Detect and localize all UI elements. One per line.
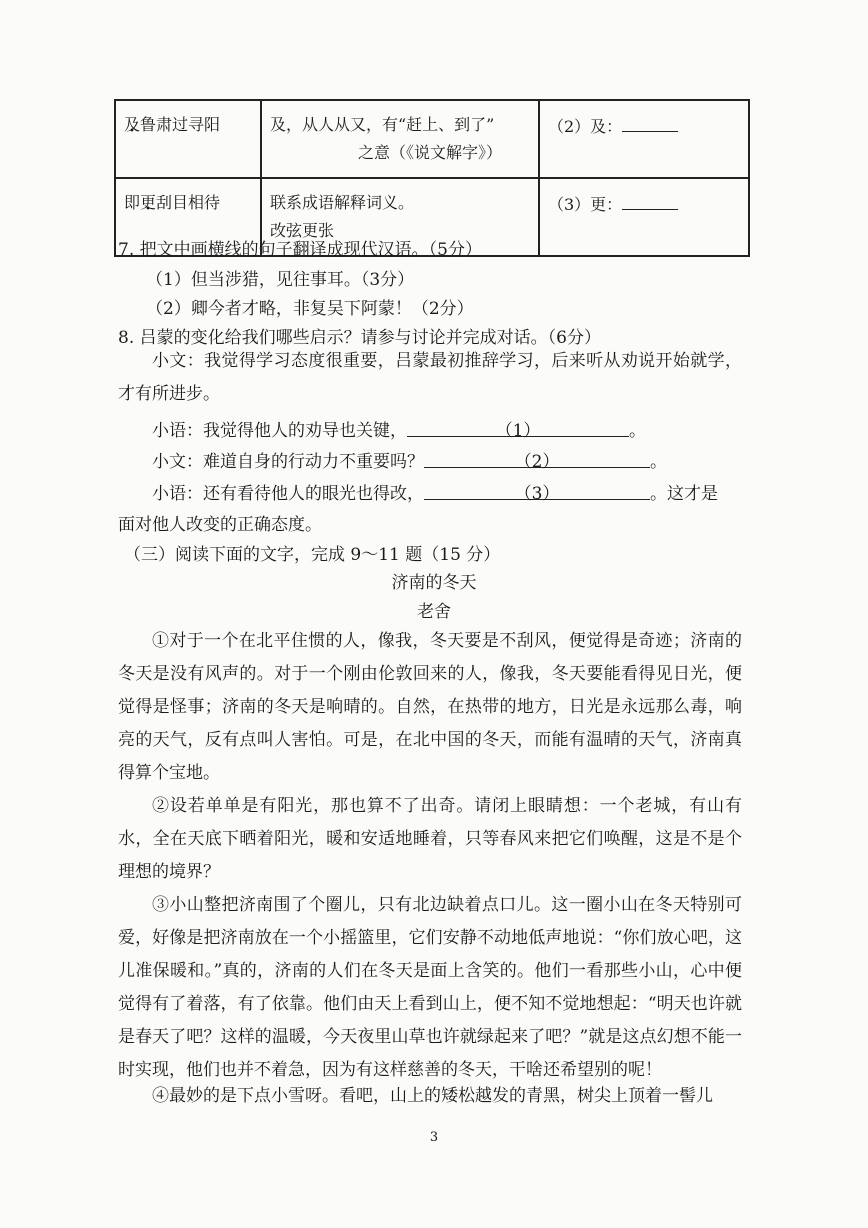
article-paragraph-2: ②设若单单是有阳光，那也算不了出奇。请闭上眼睛想：一个老城，有山有水，全在天底下晒着阳光，暖和安适地睡着，只等春风来把它们唤醒，这是不是个理想的境界？ [118, 796, 742, 882]
table-cell-answer: （2）及： [539, 100, 749, 178]
table-cell-hint: 联系成语解释词义。 改弦更张 [261, 178, 539, 256]
article-paragraph-3: ③小山整把济南围了个圈儿，只有北边缺着点口儿。这一圈小山在冬天特别可爱，好像是把济南放在一个小摇篮里，它们安静不动地低声地说：“你们放心吧，这儿准保暖和。”真的，济南的人们在冬天是面上含笑的。他们一看那些小山，心中便觉得有了着落，有了依靠。他们由天上看到山上，便不知不觉地想起：“明天也许就是春天了吧？这样的温暖，今天夜里山草也许就绿起来了吧？”就是这点幻想不能一时实现，他们也并不着急，因为有这样慈善的冬天，干啥还希望别的呢！ [118, 895, 742, 1080]
dialogue-line-1: 小文：我觉得学习态度很重要，吕蒙最初推辞学习，后来听从劝说开始就学，才有所进步。 [118, 351, 742, 404]
question-7-sub-2: （2）卿今者才略，非复吴下阿蒙！（2分） [146, 299, 474, 319]
article-paragraph-4: ④最妙的是下点小雪呀。看吧，山上的矮松越发的青黑，树尖上顶着一髻儿 [152, 1086, 713, 1106]
page-number: 3 [429, 1130, 439, 1145]
question-8-stem: 8. 吕蒙的变化给我们哪些启示？请参与讨论并完成对话。（6分） [118, 328, 601, 348]
question-7-stem: 7. 把文中画横线的句子翻译成现代汉语。（5分） [118, 240, 482, 260]
answer-blank-2[interactable]: （2） [424, 447, 650, 468]
vocab-table [114, 99, 750, 257]
emphasis-dot-char: 及 [124, 115, 141, 134]
section-heading: （三）阅读下面的文字，完成 9～11 题（15 分） [124, 545, 501, 565]
question-7-sub-1: （1）但当涉猎，见往事耳。（3分） [146, 270, 415, 290]
dialogue-line-2: 小语：我觉得他人的劝导也关键， （1） 。 [152, 416, 646, 441]
table-cell-sentence: 即更刮目相待 [115, 178, 261, 256]
answer-blank-1[interactable]: （1） [407, 416, 629, 437]
article-paragraph-1: ①对于一个在北平住惯的人，像我，冬天要是不刮风，便觉得是奇迹；济南的冬天是没有风声的。对于一个刚由伦敦回来的人，像我，冬天要能看得见日光，便觉得是怪事；济南的冬天是响晴的。自然，在热带的地方，日光是永远那么毒，响亮的天气，反有点叫人害怕。可是，在北中国的冬天，而能有温晴的天气，济南真得算个宝地。 [118, 631, 742, 783]
table-row [115, 100, 749, 178]
dialogue-line-4: 小语：还有看待他人的眼光也得改， （3） 。这才是 [152, 479, 718, 504]
article-title: 济南的冬天 [391, 573, 477, 593]
table-cell-sentence: 及鲁肃过寻阳 [115, 100, 261, 178]
table-cell-answer: （3）更： [539, 178, 749, 256]
answer-blank-3[interactable]: （3） [424, 479, 650, 500]
article-author: 老舍 [417, 602, 451, 622]
answer-blank[interactable] [622, 189, 678, 210]
emphasis-dot-char: 更 [140, 193, 157, 212]
dialogue-line-3: 小文：难道自身的行动力不重要吗？ （2） 。 [152, 447, 667, 472]
table-cell-hint: 及，从人从又，有“赶上、到了” 之意（《说文解字》） [261, 100, 539, 178]
answer-blank[interactable] [622, 111, 678, 132]
dialogue-line-5: 面对他人改变的正确态度。 [118, 515, 322, 535]
